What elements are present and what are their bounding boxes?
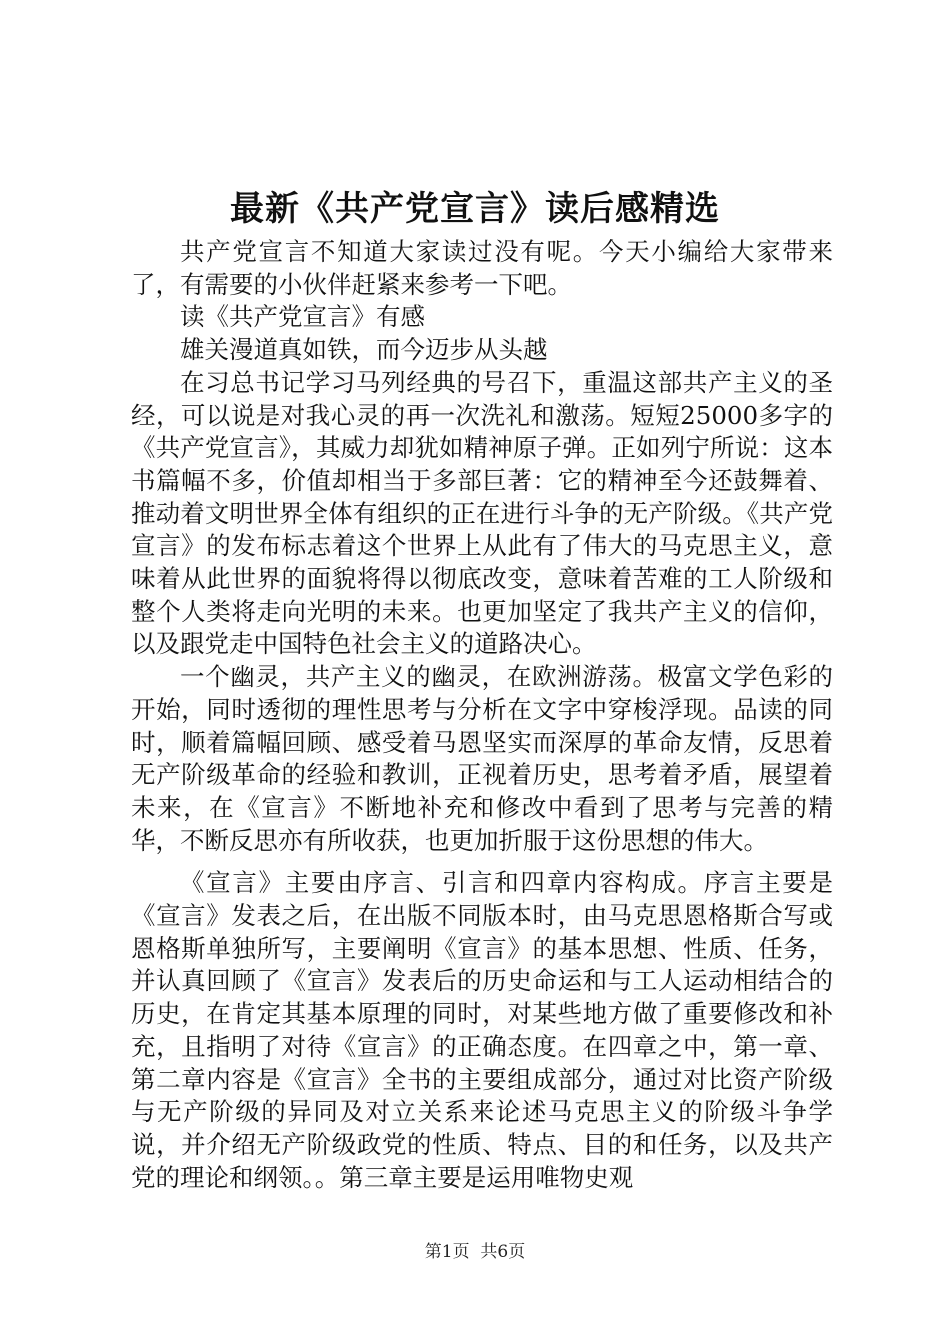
body-paragraph: 一个幽灵，共产主义的幽灵，在欧洲游荡。极富文学色彩的开始，同时透彻的理性思考与分析在文字中穿梭浮现。品读的同时，顺着篇幅回顾、感受着马恩坚实而深厚的革命友情，反思着无产阶级革命的经验和教训，正视着历史，思考着矛盾，展望着未来，在《宣言》不断地补充和修改中看到了思考与完善的精华，不断反思亦有所收获，也更加折服于这份思想的伟大。 (131, 662, 833, 855)
page-total: 共6页 (480, 1242, 526, 1262)
page-number: 第1页 (424, 1242, 470, 1262)
intro-paragraph: 共产党宣言不知道大家读过没有呢。今天小编给大家带来了，有需要的小伙伴赶紧来参考一下吧。 (131, 237, 833, 299)
body-paragraph: 在习总书记学习马列经典的号召下，重温这部共产主义的圣经，可以说是对我心灵的再一次洗礼和激荡。短短25000多字的《共产党宣言》，其威力却犹如精神原子弹。正如列宁所说：这本书篇幅不多，价值却相当于多部巨著：它的精神至今还鼓舞着、推动着文明世界全体有组织的正在进行斗争的无产阶级。《共产党宣言》的发布标志着这个世界上从此有了伟大的马克思主义，意味着从此世界的面貌将得以彻底改变，意味着苦难的工人阶级和整个人类将走向光明的未来。也更加坚定了我共产主义的信仰，以及跟党走中国特色社会主义的道路决心。 (131, 367, 833, 659)
document-body (131, 236, 833, 1194)
footer-separator (470, 1242, 481, 1262)
document-title: 最新《共产党宣言》读后感精选 (230, 189, 720, 229)
essay-subheading: 雄关漫道真如铁，而今迈步从头越 (180, 335, 548, 365)
body-paragraph: 《宣言》主要由序言、引言和四章内容构成。序言主要是《宣言》发表之后，在出版不同版本时，由马克思恩格斯合写或恩格斯单独所写，主要阐明《宣言》的基本思想、性质、任务，并认真回顾了《宣言》发表后的历史命运和与工人运动相结合的历史，在肯定其基本原理的同时，对某些地方做了重要修改和补充，且指明了对待《宣言》的正确态度。在四章之中，第一章、第二章内容是《宣言》全书的主要组成部分，通过对比资产阶级与无产阶级的异同及对立关系来论述马克思主义的阶级斗争学说，并介绍无产阶级政党的性质、特点、目的和任务，以及共产党的理论和纲领。。第三章主要是运用唯物史观 (131, 868, 833, 1192)
page-footer (0, 1240, 950, 1264)
essay-heading: 读《共产党宣言》有感 (180, 302, 425, 332)
